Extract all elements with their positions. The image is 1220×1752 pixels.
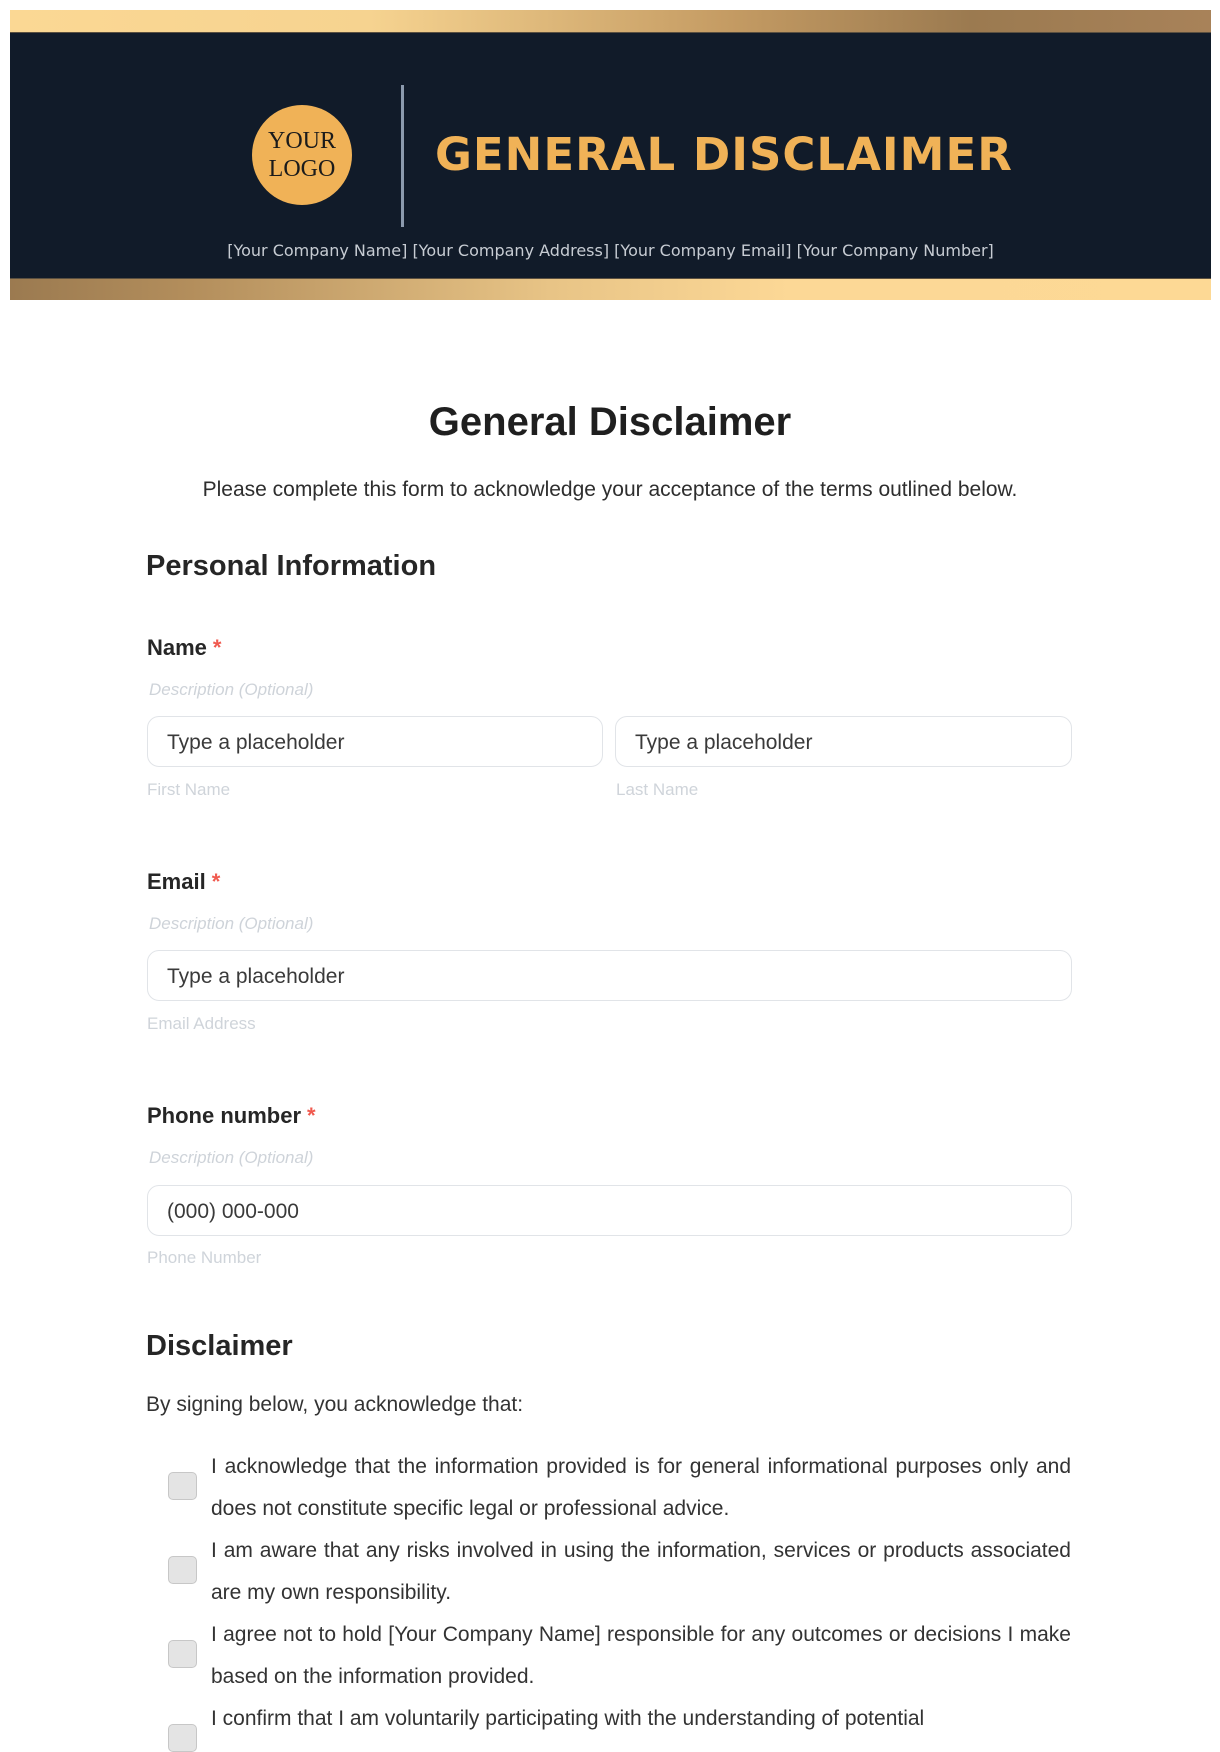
first-name-sublabel: First Name [147,780,231,799]
first-name-input[interactable]: Type a placeholder [147,716,603,767]
required-asterisk: * [307,1103,316,1128]
email-sublabel: Email Address [147,1014,256,1033]
disclaimer-intro: By signing below, you acknowledge that: [146,1393,524,1416]
acknowledgement-text: I confirm that I am voluntarily participating with the understanding of potential [211,1707,925,1730]
email-input[interactable]: Type a placeholder [147,950,1072,1001]
phone-label [147,1103,316,1129]
email-label-text: Email [147,869,206,894]
banner-title: GENERAL DISCLAIMER [435,128,1013,181]
acknowledgement-checkbox[interactable] [168,1472,197,1500]
section-title-personal-information: Personal Information [146,550,437,582]
phone-input[interactable]: (000) 000-000 [147,1185,1072,1236]
company-logo [252,105,352,205]
gold-gradient-band-top [10,10,1211,32]
last-name-input[interactable]: Type a placeholder [615,716,1072,767]
name-description: Description (Optional) [149,680,314,699]
gold-gradient-band-bottom [10,279,1211,300]
email-description: Description (Optional) [149,914,314,933]
company-contact-info: [Your Company Name] [Your Company Address] [Your Company Email] [Your Company Number] [227,241,994,260]
logo-text-line2: LOGO [268,156,336,182]
form-subtitle: Please complete this form to acknowledge your acceptance of the terms outlined below. [202,478,1018,501]
logo-text-line1: YOUR [267,128,336,154]
phone-sublabel: Phone Number [147,1248,262,1267]
required-asterisk: * [212,635,222,660]
acknowledgement-text: I am aware that any risks involved in using the information, services or products associated are my own responsibility. [211,1539,1071,1604]
section-title-disclaimer: Disclaimer [146,1330,293,1362]
banner-divider [401,85,404,227]
acknowledgement-text: I acknowledge that the information provided is for general informational purposes only and does not constitute specific legal or professional advice. [211,1455,1071,1520]
acknowledgement-checkbox[interactable] [168,1556,197,1584]
name-label [147,635,221,661]
acknowledgement-checkbox[interactable] [168,1724,197,1752]
required-asterisk: * [211,869,221,894]
acknowledgement-text: I agree not to hold [Your Company Name] responsible for any outcomes or decisions I make based on the information provided. [211,1623,1071,1688]
phone-label-text: Phone number [147,1103,302,1128]
email-label [147,869,220,895]
phone-description: Description (Optional) [149,1148,314,1167]
name-label-text: Name [147,635,207,660]
last-name-sublabel: Last Name [616,780,699,799]
header-banner [10,10,1211,300]
acknowledgement-checkbox[interactable] [168,1640,197,1668]
form-title: General Disclaimer [428,400,792,444]
